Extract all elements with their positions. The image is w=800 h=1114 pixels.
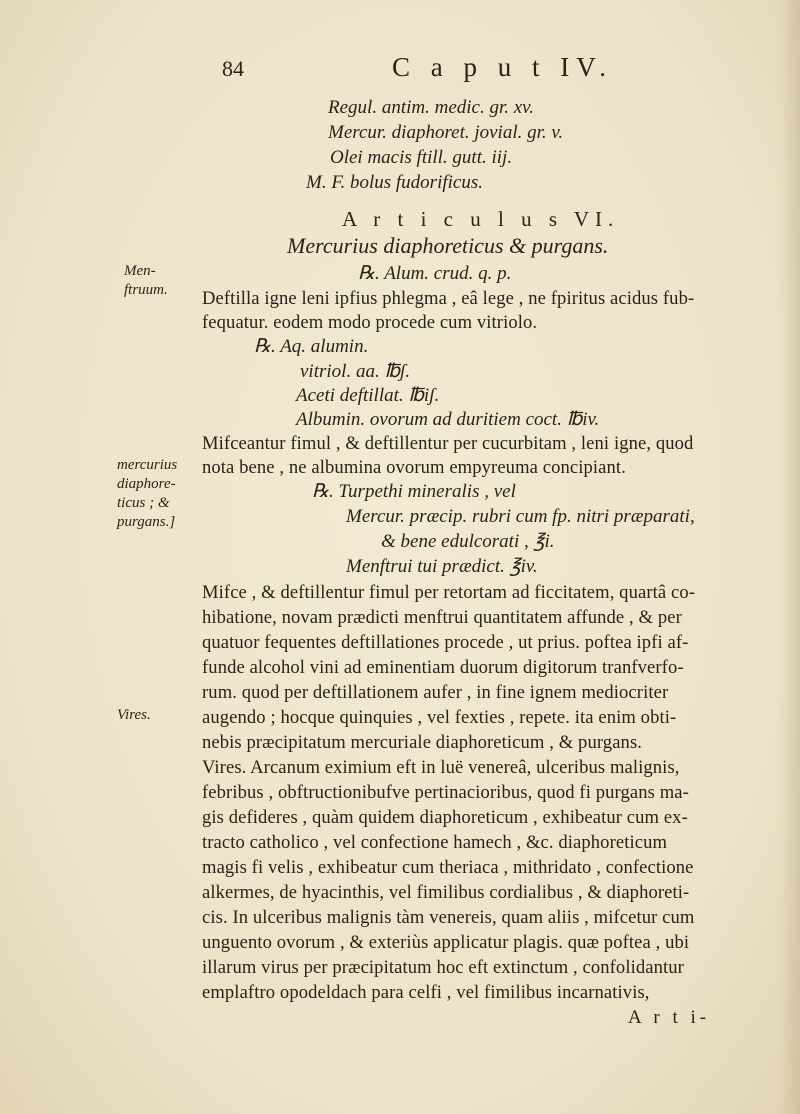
text-line: nebis præcipitatum mercuriale diaphoreticum , & purgans.: [202, 732, 643, 753]
text-line: unguento ovorum , & exteriùs applicatur plagis. quæ poftea , ubi: [202, 932, 690, 953]
text-line: funde alcohol vini ad eminentiam duorum digitorum tranfverfo-: [202, 657, 684, 678]
text-line: nota bene , ne albumina ovorum empyreuma concipiant.: [202, 457, 626, 478]
text-line: tracto catholico , vel confectione hamech , &c. diaphoreticum: [202, 832, 668, 853]
margin-note-line: mercurius: [117, 457, 178, 473]
recipe-line: ℞. Aq. alumin.: [254, 336, 369, 357]
recipe-line: Mercur. diaphoret. jovial. gr. v.: [328, 122, 564, 143]
recipe-line: Olei macis ftill. gutt. iij.: [330, 147, 513, 168]
text-line: rum. quod per deftillationem aufer , in fine ignem mediocriter: [202, 682, 669, 703]
text-line: Mifce , & deftillentur fimul per retortam ad ficcitatem, quartâ co-: [202, 582, 696, 603]
page-number: 84: [222, 56, 244, 81]
text-line: quatuor fequentes deftillationes procede , ut prius. poftea ipfi af-: [202, 632, 689, 653]
text-line: illarum virus per præcipitatum hoc eft extinctum , confolidantur: [202, 957, 684, 978]
catchword: A r t i-: [628, 1007, 711, 1028]
article-label: A r t i c u l u s VI.: [342, 207, 620, 231]
text-line: hibatione, novam prædicti menftrui quantitatem affunde , & per: [202, 607, 682, 628]
recipe-line: & bene edulcorati , ℥i.: [381, 531, 555, 552]
text-line: cis. In ulceribus malignis tàm venereis, quam aliis , mifcetur cum: [202, 907, 695, 928]
recipe-line: Regul. antim. medic. gr. xv.: [328, 97, 534, 118]
article-title: Mercurius diaphoreticus & purgans.: [287, 233, 609, 258]
margin-note-mercurius: [117, 456, 177, 532]
text-line: Deftilla igne leni ipfius phlegma , eâ lege , ne fpiritus acidus fub-: [202, 288, 695, 309]
margin-note-vires: Vires.: [117, 707, 151, 723]
text-line: augendo ; hocque quinquies , vel fexties , repete. ita enim obti-: [202, 707, 677, 728]
margin-note-line: Men-: [124, 263, 156, 279]
margin-note-line: ticus ; &: [117, 495, 170, 511]
recipe-line: ℞. Alum. crud. q. p.: [358, 263, 512, 284]
recipe-line: vitriol. aa. ℔ʃ.: [300, 361, 411, 382]
recipe-line: M. F. bolus fudorificus.: [306, 172, 483, 193]
recipe-line: Mercur. præcip. rubri cum fp. nitri præparati,: [346, 506, 695, 527]
text-line: gis defideres , quàm quidem diaphoreticum , exhibeatur cum ex-: [202, 807, 688, 828]
text-line: emplaftro opodeldach para celfi , vel fimilibus incarnativis,: [202, 982, 650, 1003]
recipe-line: Albumin. ovorum ad duritiem coct. ℔iv.: [296, 409, 600, 430]
margin-note-line: purgans.]: [117, 514, 176, 530]
margin-note-line: ftruum.: [124, 282, 168, 298]
text-line: Vires. Arcanum eximium eft in luë venereâ, ulceribus malignis,: [202, 757, 680, 778]
recipe-line: Aceti deftillat. ℔iʃ.: [296, 385, 440, 406]
text-line: Mifceantur fimul , & deftillentur per cucurbitam , leni igne, quod: [202, 433, 694, 454]
text-line: alkermes, de hyacinthis, vel fimilibus cordialibus , & diaphoreti-: [202, 882, 690, 903]
margin-note-menstruum: [124, 262, 168, 300]
running-title: C a p u t IV.: [392, 52, 614, 82]
margin-note-line: diaphore-: [117, 476, 176, 492]
text-line: fequatur. eodem modo procede cum vitriolo.: [202, 312, 538, 333]
recipe-line: ℞. Turpethi mineralis , vel: [312, 481, 516, 502]
text-line: febribus , obftructionibufve pertinacioribus, quod fi purgans ma-: [202, 782, 689, 803]
text-line: magis fi velis , exhibeatur cum theriaca , mithridato , confectione: [202, 857, 694, 878]
recipe-line: Menftrui tui prædict. ℥iv.: [346, 556, 538, 577]
